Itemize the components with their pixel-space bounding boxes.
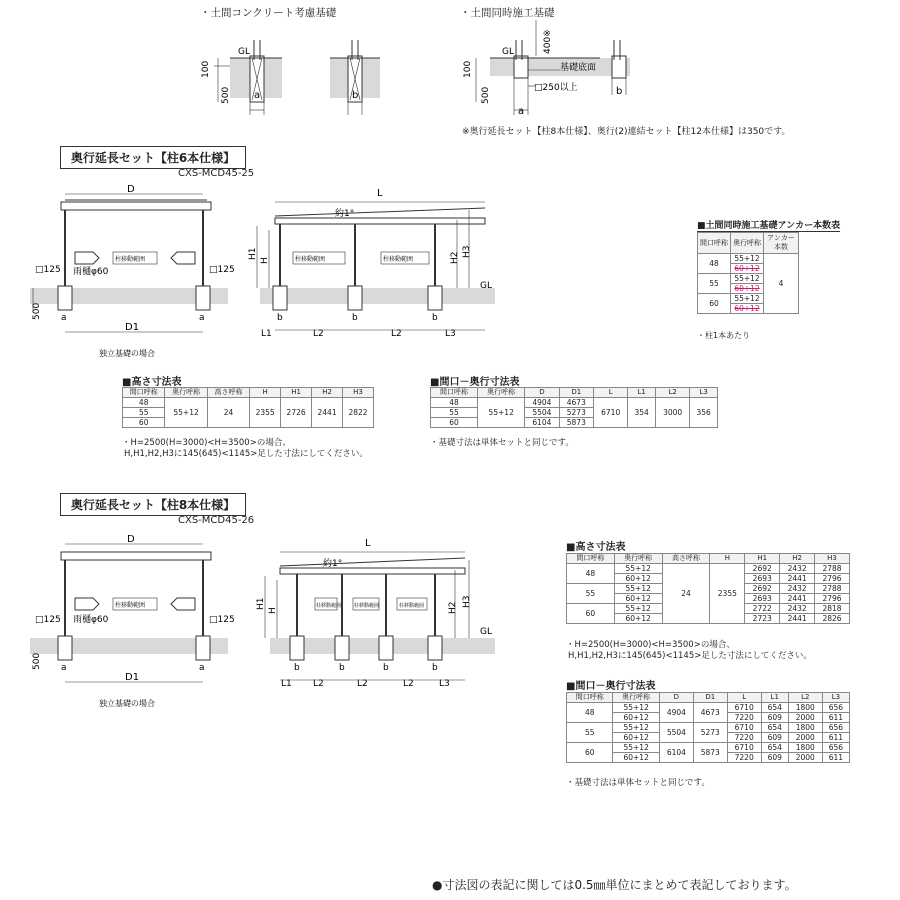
set8-label-L1: L1 [281, 679, 292, 689]
foundation-left-b [330, 40, 380, 115]
s8f-g0-r1-L3: 611 [822, 713, 849, 723]
s8h-g1-r1-H1: 2693 [745, 594, 780, 604]
set8-label-L2-3: L2 [403, 679, 414, 689]
s8f-g2-r0-d: 55+12 [613, 743, 659, 753]
s6h-h1: 奥行呼称 [165, 388, 207, 398]
set8-panel-side-2: 柱移動範囲 [354, 603, 380, 609]
label-a-left: a [254, 90, 261, 101]
s6f-r1-D1: 5273 [559, 408, 593, 418]
s8h-h0: 間口呼称 [567, 554, 615, 564]
s8f-g0-r0-L2: 1800 [788, 703, 822, 713]
label-a-right: a [518, 106, 525, 117]
s8h-g0-r0-H2: 2432 [780, 564, 815, 574]
set6-label-a-1: a [61, 313, 67, 323]
s8f-g1-D: 5504 [659, 723, 693, 743]
set6-title: 奥行延長セット【柱6本仕様】 [60, 146, 246, 169]
s8h-g0-r1-H2: 2441 [780, 574, 815, 584]
s8f-g1-r0-L3: 656 [822, 723, 849, 733]
set8-slope: 約1° [323, 559, 343, 569]
s6f-r1-D: 5504 [525, 408, 559, 418]
s8f-g2-f: 60 [567, 743, 613, 763]
anchor-table [697, 232, 799, 314]
label-b-left: b [352, 90, 359, 101]
foundation-gl-right: GL [502, 47, 514, 57]
s8f-g1-r0-L1: 654 [761, 723, 788, 733]
set8-drawing [25, 530, 505, 710]
set8-gl: GL [480, 627, 492, 637]
anchor-h2: アンカー本数 [764, 233, 799, 254]
s8f-g1-r0-L2: 1800 [788, 723, 822, 733]
s6f-h5: L1 [628, 388, 656, 398]
s6f-h2: D [525, 388, 559, 398]
s8f-g0-r0-L: 6710 [727, 703, 761, 713]
s8f-g1-r1-L: 7220 [727, 733, 761, 743]
s6h-depth: 55+12 [165, 398, 207, 428]
s6h-f0: 48 [123, 398, 165, 408]
s8f-g1-r1-L2: 2000 [788, 733, 822, 743]
s6f-h1: 奥行呼称 [478, 388, 525, 398]
s6h-h4: H1 [281, 388, 312, 398]
s8f-h1: 奥行呼称 [613, 693, 659, 703]
s8h-g1-f: 55 [567, 584, 615, 604]
s8h-g2-r1-d: 60+12 [614, 614, 662, 624]
base-bottom-label: 基礎底面 [560, 63, 597, 73]
s8h-g1-r0-d: 55+12 [614, 584, 662, 594]
set8-frontage-title: ■間口－奥行寸法表 [566, 677, 655, 693]
set6-label-H1: H1 [248, 247, 258, 260]
s6h-H1: 2726 [281, 398, 312, 428]
s6f-r2-D: 6104 [525, 418, 559, 428]
set8-post-left: □125 [35, 615, 61, 625]
footer-note: ●寸法図の表記に関しては0.5㎜単位にまとめて表記しております。 [432, 878, 797, 892]
set8-label-b-2: b [339, 663, 345, 673]
anchor-r0-frontage: 48 [698, 254, 731, 274]
s8f-g0-r0-d: 55+12 [613, 703, 659, 713]
s8h-g2-r0-H1: 2722 [745, 604, 780, 614]
anchor-r1-a: 55+12 [731, 274, 764, 284]
s8f-g0-r1-L: 7220 [727, 713, 761, 723]
s8h-g1-r0-H3: 2788 [815, 584, 850, 594]
foundation-note: ※奥行延長セット【柱8本仕様】、奥行(2)連結セット【柱12本仕様】は350です。 [462, 127, 791, 137]
set8-independent: 独立基礎の場合 [99, 699, 155, 708]
s8f-g0-f: 48 [567, 703, 613, 723]
set8-label-b-1: b [294, 663, 300, 673]
set6-slope: 約1° [335, 209, 355, 219]
s6f-h6: L2 [655, 388, 689, 398]
s8h-g2-f: 60 [567, 604, 615, 624]
anchor-r2-a: 55+12 [731, 294, 764, 304]
set8-label-L: L [365, 538, 371, 549]
s8h-g2-r0-d: 55+12 [614, 604, 662, 614]
s8h-g0-f: 48 [567, 564, 615, 584]
s8f-g0-r0-L1: 654 [761, 703, 788, 713]
set8-height-title: ■高さ寸法表 [566, 538, 625, 554]
set8-label-b-4: b [432, 663, 438, 673]
anchor-r0-b: 60+12 [731, 264, 764, 274]
s6h-h2: 高さ呼称 [207, 388, 249, 398]
s6h-f2: 60 [123, 418, 165, 428]
anchor-r0-a: 55+12 [731, 254, 764, 264]
s8f-g0-r0-L3: 656 [822, 703, 849, 713]
set6-label-b-2: b [352, 313, 358, 323]
set6-label-L2-1: L2 [313, 329, 324, 339]
set6-label-H: H [260, 257, 270, 264]
s6h-H: 2355 [250, 398, 281, 428]
s8h-g1-r1-d: 60+12 [614, 594, 662, 604]
s8h-g0-r0-d: 55+12 [614, 564, 662, 574]
s8f-g1-r0-d: 55+12 [613, 723, 659, 733]
s6h-H2: 2441 [312, 398, 343, 428]
s6f-r1-f: 55 [431, 408, 478, 418]
s8h-h4: H1 [745, 554, 780, 564]
set6-label-L: L [377, 188, 383, 199]
s8h-g2-r0-H3: 2818 [815, 604, 850, 614]
set8-label-L2-1: L2 [313, 679, 324, 689]
s8f-g2-r1-L3: 611 [822, 753, 849, 763]
s6f-h3: D1 [559, 388, 593, 398]
set6-label-L3: L3 [445, 329, 456, 339]
s6f-r0-D: 4904 [525, 398, 559, 408]
set8-label-a-2: a [199, 663, 205, 673]
set8-model: CXS-MCD45-26 [178, 515, 255, 526]
set6-label-H2: H2 [450, 251, 460, 264]
s8h-g0-r0-H3: 2788 [815, 564, 850, 574]
set8-height-note2: H,H1,H2,H3に145(645)<1145>足した寸法にしてください。 [568, 651, 812, 661]
s8h-H: 2355 [710, 564, 745, 624]
set6-label-L1: L1 [261, 329, 272, 339]
s8f-g0-D: 4904 [659, 703, 693, 723]
set8-label-a-1: a [61, 663, 67, 673]
s8f-g2-r1-d: 60+12 [613, 753, 659, 763]
anchor-note: ・柱1本あたり [697, 331, 751, 340]
set8-title: 奥行延長セット【柱8本仕様】 [60, 493, 246, 516]
s8f-g2-r1-L1: 609 [761, 753, 788, 763]
dim-100-left: 100 [201, 60, 211, 78]
s8h-g1-r1-H3: 2796 [815, 594, 850, 604]
set6-panel-side-2: 柱移動範囲 [383, 256, 414, 263]
s8f-g1-r0-L: 6710 [727, 723, 761, 733]
set8-panel-side-3: 柱移動範囲 [399, 603, 425, 609]
s8f-g2-r0-L: 6710 [727, 743, 761, 753]
set8-label-H2: H2 [448, 601, 458, 614]
s8f-g1-D1: 5273 [693, 723, 727, 743]
s8h-h3: H [710, 554, 745, 564]
set6-frontage-note: ・基礎寸法は単体セットと同じです。 [430, 438, 574, 448]
foundation-right-b [600, 40, 630, 95]
s8f-h7: L3 [822, 693, 849, 703]
s6f-r2-D1: 5873 [559, 418, 593, 428]
s8h-g2-r0-H2: 2432 [780, 604, 815, 614]
s8h-g1-r0-H1: 2692 [745, 584, 780, 594]
foundation-gl-left: GL [238, 47, 250, 57]
s8h-h6: H3 [815, 554, 850, 564]
set6-height-note2: H,H1,H2,H3に145(645)<1145>足した寸法にしてください。 [124, 449, 368, 459]
s8f-h3: D1 [693, 693, 727, 703]
s8h-h2: 高さ呼称 [662, 554, 710, 564]
s8h-h1: 奥行呼称 [614, 554, 662, 564]
set8-frontage-note: ・基礎寸法は単体セットと同じです。 [566, 778, 710, 788]
s8h-g2-r1-H2: 2441 [780, 614, 815, 624]
anchor-r1-b: 60+12 [731, 284, 764, 294]
s6h-h0: 間口呼称 [123, 388, 165, 398]
s8h-g0-r1-H3: 2796 [815, 574, 850, 584]
set6-panel-front: 柱移動範囲 [115, 256, 146, 263]
set6-label-b-1: b [277, 313, 283, 323]
s8f-g0-r1-d: 60+12 [613, 713, 659, 723]
set6-label-D: D [127, 184, 135, 195]
set8-frontage-table [566, 692, 850, 763]
s6h-h6: H3 [343, 388, 374, 398]
set8-panel-front: 柱移動範囲 [115, 602, 146, 609]
set8-post-right: □125 [209, 615, 235, 625]
square-250-label: □250以上 [534, 83, 578, 93]
s6h-height: 24 [207, 398, 249, 428]
anchor-h1: 奥行呼称 [731, 233, 764, 254]
s8f-g1-f: 55 [567, 723, 613, 743]
set8-height-table [566, 553, 850, 624]
set6-frontage-table [430, 387, 718, 428]
s6f-h7: L3 [690, 388, 718, 398]
s8f-g2-r0-L1: 654 [761, 743, 788, 753]
foundation-details [190, 20, 850, 120]
set6-post-right: □125 [209, 265, 235, 275]
anchor-r2-b: 60+12 [731, 304, 764, 314]
set8-label-H: H [268, 607, 278, 614]
s8f-g0-D1: 4673 [693, 703, 727, 723]
set8-panel-side-1: 柱移動範囲 [316, 603, 342, 609]
set6-height-note1: ・H=2500(H=3000)<H=3500>の場合、 [122, 438, 291, 448]
s8f-h4: L [727, 693, 761, 703]
s6f-r0-D1: 4673 [559, 398, 593, 408]
s8f-g1-r1-L3: 611 [822, 733, 849, 743]
set6-gl: GL [480, 281, 492, 291]
set6-gutter: 雨樋φ60 [73, 267, 109, 277]
s8f-g2-D1: 5873 [693, 743, 727, 763]
s8f-g2-r0-L2: 1800 [788, 743, 822, 753]
s6f-L: 6710 [594, 398, 628, 428]
s6h-h3: H [250, 388, 281, 398]
set8-gutter: 雨樋φ60 [73, 615, 109, 625]
dim-100-right: 100 [463, 60, 473, 78]
s8f-g1-r1-L1: 609 [761, 733, 788, 743]
set6-drawing [25, 180, 505, 360]
foundation-left-title: ・土間コンクリート考慮基礎 [200, 7, 337, 19]
s8h-g1-r0-H2: 2432 [780, 584, 815, 594]
set8-label-H1: H1 [256, 597, 266, 610]
s8h-g2-r1-H3: 2826 [815, 614, 850, 624]
set8-label-L3: L3 [439, 679, 450, 689]
s6f-r0-f: 48 [431, 398, 478, 408]
set6-label-a-2: a [199, 313, 205, 323]
anchor-r1-frontage: 55 [698, 274, 731, 294]
set6-panel-side-1: 柱移動範囲 [295, 256, 326, 263]
dim-500-right: 500 [481, 86, 491, 104]
anchor-h0: 間口呼称 [698, 233, 731, 254]
dim-500-left: 500 [221, 86, 231, 104]
s6f-depth: 55+12 [478, 398, 525, 428]
s8h-g0-r1-H1: 2693 [745, 574, 780, 584]
s8f-g2-r1-L: 7220 [727, 753, 761, 763]
label-b-right: b [616, 86, 623, 97]
s8h-g2-r1-H1: 2723 [745, 614, 780, 624]
set8-label-D1: D1 [125, 672, 140, 683]
set6-label-H3: H3 [462, 245, 472, 258]
anchor-r2-frontage: 60 [698, 294, 731, 314]
s6f-h0: 間口呼称 [431, 388, 478, 398]
s6h-h5: H2 [312, 388, 343, 398]
s8h-g1-r1-H2: 2441 [780, 594, 815, 604]
s8f-h0: 間口呼称 [567, 693, 613, 703]
set6-model: CXS-MCD45-25 [178, 168, 255, 179]
s8f-g0-r1-L1: 609 [761, 713, 788, 723]
anchor-count: 4 [764, 254, 799, 314]
set6-independent: 独立基礎の場合 [99, 349, 155, 358]
set6-label-L2-2: L2 [391, 329, 402, 339]
dim-400: 400※ [543, 29, 553, 54]
s6h-f1: 55 [123, 408, 165, 418]
set6-dim500: 500 [32, 302, 42, 320]
s8f-h6: L2 [788, 693, 822, 703]
s8f-h5: L1 [761, 693, 788, 703]
s8f-g0-r1-L2: 2000 [788, 713, 822, 723]
set6-frontage-title: ■間口－奥行寸法表 [430, 373, 519, 389]
s8f-g2-D: 6104 [659, 743, 693, 763]
set8-dim500: 500 [32, 652, 42, 670]
set8-height-note1: ・H=2500(H=3000)<H=3500>の場合、 [566, 640, 735, 650]
s6f-L3: 356 [690, 398, 718, 428]
set6-label-b-3: b [432, 313, 438, 323]
s6f-h4: L [594, 388, 628, 398]
s6f-L2: 3000 [655, 398, 689, 428]
set8-label-H3: H3 [462, 595, 472, 608]
set6-post-left: □125 [35, 265, 61, 275]
s8f-h2: D [659, 693, 693, 703]
s6f-r2-f: 60 [431, 418, 478, 428]
s6f-L1: 354 [628, 398, 656, 428]
s8h-h5: H2 [780, 554, 815, 564]
s8h-height: 24 [662, 564, 710, 624]
s8f-g2-r0-L3: 656 [822, 743, 849, 753]
set6-label-D1: D1 [125, 322, 140, 333]
set8-label-D: D [127, 534, 135, 545]
set8-label-b-3: b [383, 663, 389, 673]
s8f-g2-r1-L2: 2000 [788, 753, 822, 763]
set6-height-table [122, 387, 374, 428]
s8h-g0-r1-d: 60+12 [614, 574, 662, 584]
s8f-g1-r1-d: 60+12 [613, 733, 659, 743]
s6h-H3: 2822 [343, 398, 374, 428]
anchor-table-title: ■土間同時施工基礎アンカー本数表 [697, 218, 840, 232]
set8-label-L2-2: L2 [357, 679, 368, 689]
set6-height-title: ■高さ寸法表 [122, 373, 181, 389]
s8h-g0-r0-H1: 2692 [745, 564, 780, 574]
foundation-right-title: ・土間同時施工基礎 [460, 7, 555, 19]
